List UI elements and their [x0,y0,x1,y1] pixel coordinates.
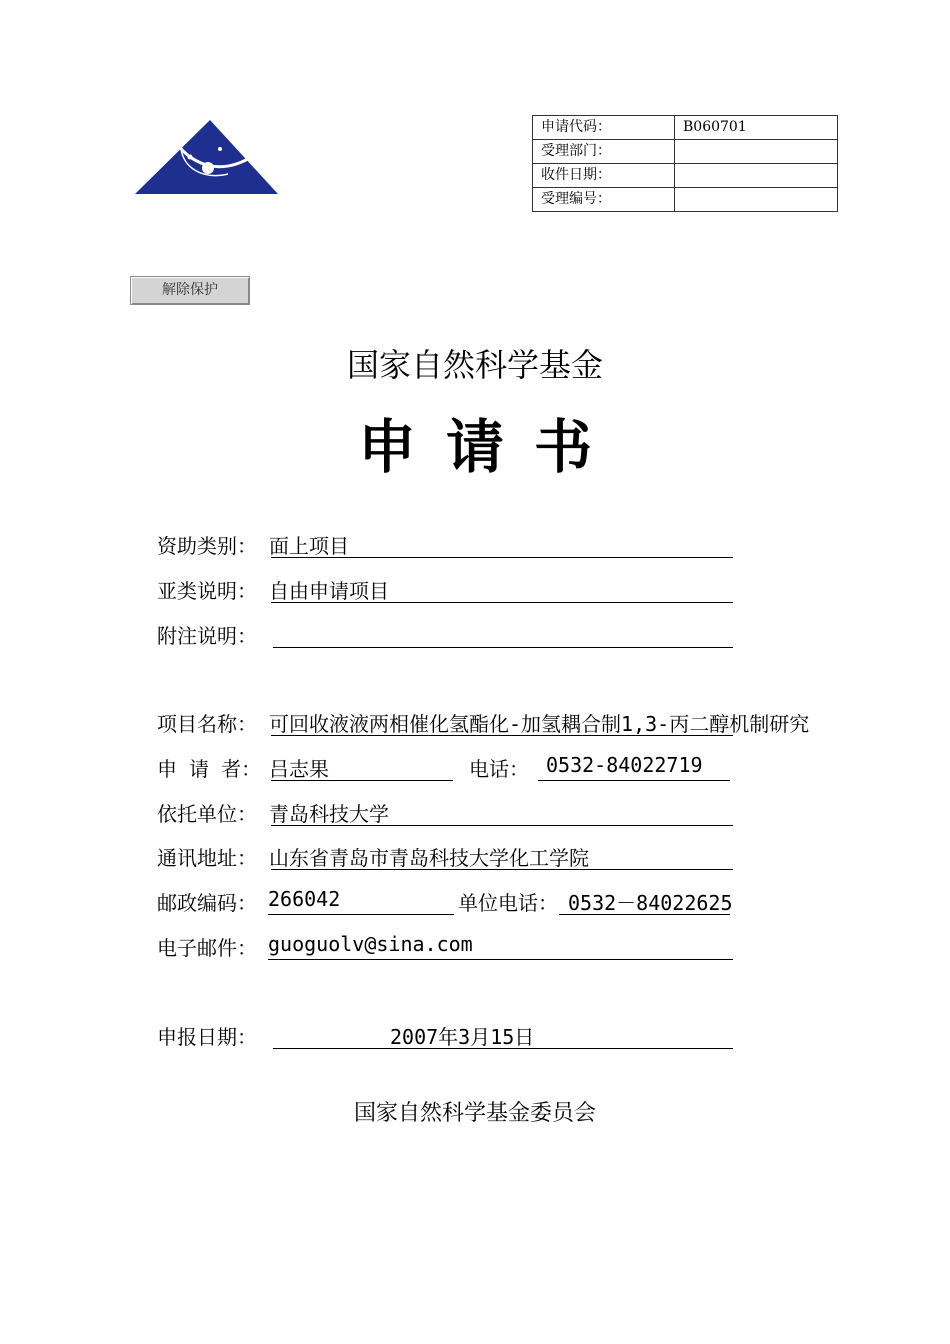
table-row [533,140,838,164]
project-value[interactable]: 可回收液液两相催化氢酯化-加氢耦合制1,3-丙二醇机制研究 [269,712,810,736]
subcategory-label: 亚类说明： [157,579,257,603]
table-row [533,164,838,188]
project-label: 项目名称： [157,712,257,736]
address-value[interactable]: 山东省青岛市青岛科技大学化工学院 [269,846,589,870]
unlock-protection-button[interactable]: 解除保护 [130,276,250,305]
institution-label: 依托单位： [157,802,257,826]
department-label: 受理部门： [533,140,675,164]
acceptance-number-value [675,188,838,212]
table-row [533,116,838,140]
acceptance-number-label: 受理编号： [533,188,675,212]
unit-phone-label: 单位电话： [458,891,558,915]
institution-value[interactable]: 青岛科技大学 [269,802,389,826]
receipt-date-label: 收件日期： [533,164,675,188]
applicant-label: 申 请 者： [157,757,262,781]
postcode-label: 邮政编码： [157,891,257,915]
address-label: 通讯地址： [157,846,257,870]
footer-organization: 国家自然科学基金委员会 [353,1101,596,1126]
phone-label: 电话： [469,757,529,781]
phone-value[interactable]: 0532-84022719 [546,753,703,777]
unit-phone-value[interactable]: 0532－84022625 [568,891,733,915]
category-value[interactable]: 面上项目 [269,534,349,558]
email-value[interactable]: guoguolv@sina.com [268,932,473,956]
page-title: 国家自然科学基金 [346,346,603,384]
admin-info-table [532,115,838,212]
application-code-label: 申请代码： [533,116,675,140]
page-subtitle: 申请书 [357,413,622,481]
category-label: 资助类别： [157,534,257,558]
receipt-date-value [675,164,838,188]
applicant-value[interactable]: 吕志果 [269,757,329,781]
postcode-value[interactable]: 266042 [268,887,341,911]
table-row [533,188,838,212]
note-underline [273,620,733,648]
subcategory-value[interactable]: 自由申请项目 [269,579,389,603]
note-label: 附注说明： [157,624,257,648]
application-code-value: B060701 [675,116,838,140]
nsfc-logo [133,118,279,196]
date-label: 申报日期： [157,1025,257,1049]
date-value[interactable]: 2007年3月15日 [390,1025,535,1049]
department-value [675,140,838,164]
email-label: 电子邮件： [157,936,257,960]
